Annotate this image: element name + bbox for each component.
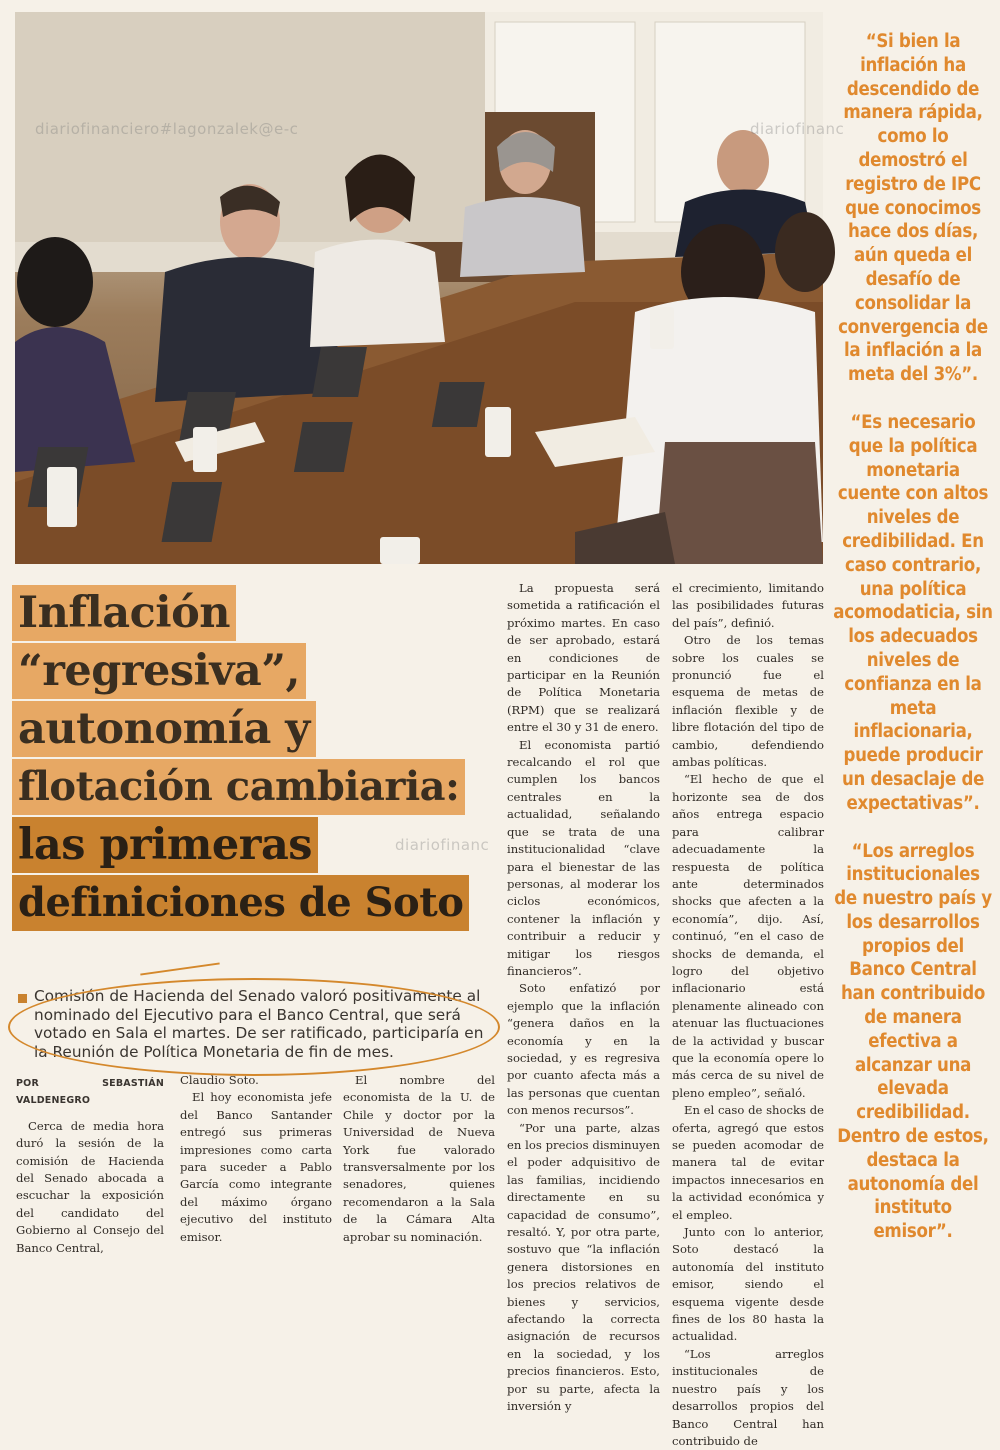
- headline-line: flotación cambiaria:: [12, 759, 465, 815]
- hearing-illustration: [15, 12, 823, 564]
- article-column-2: [180, 1072, 332, 1246]
- watermark-mid: diariofinanc: [395, 836, 490, 854]
- article-paragraph: Claudio Soto.: [180, 1073, 259, 1087]
- square-bullet-icon: [18, 994, 27, 1003]
- article-column-5: [672, 580, 824, 1450]
- headline-line: las primeras: [12, 817, 318, 873]
- headline-line: Inflación: [12, 585, 236, 641]
- article-column-1: [16, 1075, 164, 1257]
- headline: [12, 585, 492, 933]
- summary-text: Comisión de Hacienda del Senado valoró positivamente al nominado del Ejecutivo para el Banco Central, que será votado en Sala el martes. De ser ratificado, participaría en la Reunión de Política Monetaria de fin de mes.: [34, 987, 484, 1061]
- article-paragraph: “El hecho de que el horizonte sea de dos años entrega espacio para calibrar adecuadamente la respuesta de política ante determinados shocks que afecten a la economía”, dijo. Así, continuó, “en el caso de shocks de demanda, el logro del objetivo inflacionario está plenamente alineado con atenuar las fluctuaciones de la actividad y buscar que la economía opere lo más cerca de su nivel de pleno empleo”, señaló.: [672, 772, 824, 1100]
- hearing-photo: [15, 12, 845, 564]
- article-paragraph: La propuesta será sometida a ratificación el próximo martes. En caso de ser aprobado, estará en condiciones de participar en la Reunión de Política Monetaria (RPM) que se realizará entre el 30 y 31 de enero.: [507, 581, 660, 735]
- summary-lead: [14, 985, 494, 1065]
- article-paragraph: Soto enfatizó por ejemplo que la inflación “genera daños en la economía y en la sociedad, y es regresiva por cuanto afecta más a las personas que cuentan con menos recursos”.: [507, 981, 660, 1118]
- article-column-3: [343, 1072, 495, 1246]
- article-paragraph: el crecimiento, limitando las posibilidades futuras del país”, definió.: [672, 581, 824, 630]
- headline-line: definiciones de Soto: [12, 875, 469, 931]
- article-paragraph: “Por una parte, alzas en los precios disminuyen el poder adquisitivo de las familias, incidiendo directamente en su capacidad de consumo”, resaltó. Y, por otra parte, sostuvo que “la inflación genera distorsiones en los precios relativos de bienes y servicios, afectando la correcta asignación de recursos en la sociedad, y los precios financieros. Esto, por su parte, afecta la inversión y: [507, 1120, 660, 1414]
- article-paragraph: El hoy economista jefe del Banco Santander entregó sus primeras impresiones como carta para suceder a Pablo García como integrante del máximo órgano ejecutivo del instituto emisor.: [180, 1090, 332, 1244]
- article-paragraph: “Los arreglos institucionales de nuestro país y los desarrollos propios del Banco Central han contribuido de: [672, 1346, 824, 1448]
- watermark-top: diariofinanciero#lagonzalek@e-c: [35, 120, 299, 138]
- article-paragraph: Otro de los temas sobre los cuales se pronunció fue el esquema de metas de inflación flexible y de libre flotación del tipo de cambio, defendiendo ambas políticas.: [672, 633, 824, 770]
- headline-line: autonomía y: [12, 701, 316, 757]
- article-paragraph: Cerca de media hora duró la sesión de la comisión de Hacienda del Senado abocada a escuchar la exposición del candidato del Gobierno al Consejo del Banco Central,: [16, 1118, 164, 1255]
- article-paragraph: En el caso de shocks de oferta, agregó que estos se pueden acomodar de manera tal de evitar impactos innecesarios en la actividad económica y el empleo.: [672, 1103, 824, 1222]
- article-paragraph: El nombre del economista de la U. de Chile y doctor por la Universidad de Nueva York fue valorado transversalmente por los senadores, quienes recomendaron a la Sala de la Cámara Alta aprobar su nominación.: [343, 1073, 495, 1244]
- article-column-4: [507, 580, 660, 1416]
- pull-quote: “Si bien la inflación ha descendido de manera rápida, como lo demostró el registro de IPC que conocimos hace dos días, aún queda el desafío de consolidar la convergencia de la inflación a la meta del 3%”.: [838, 31, 988, 386]
- watermark-top-right: diariofinanc: [750, 120, 845, 138]
- article-paragraph: Junto con lo anterior, Soto destacó la autonomía del instituto emisor, siendo el esquema vigente desde fines de los 80 hasta la actualidad.: [672, 1225, 824, 1344]
- article-paragraph: El economista partió recalcando el rol que cumplen los bancos centrales en la actualidad, señalando que se trata de una institucionalidad “clave para el bienestar de las personas, al moderar los ciclos económicos, contener la inflación y contribuir a reducir y mitigar los riesgos financieros”.: [507, 737, 660, 978]
- headline-line: “regresiva”,: [12, 643, 306, 699]
- pull-quote: “Los arreglos institucionales de nuestro país y los desarrollos propios del Banco Central han contribuido de manera efectiva a alcanzar una elevada credibilidad. Dentro de estos, destaca la autonomía del instituto emisor”.: [834, 840, 992, 1243]
- pen-mark: [140, 962, 219, 975]
- pull-quote: “Es necesario que la política monetaria cuente con altos niveles de credibilidad. En caso contrario, una política acomodaticia, sin los adecuados niveles de confianza en la meta inflacionaria, puede producir un desaclaje de expectativas”.: [833, 411, 993, 814]
- byline: POR SEBASTIÁN VALDENEGRO: [16, 1078, 164, 1107]
- sidebar-quotes: [833, 30, 993, 1243]
